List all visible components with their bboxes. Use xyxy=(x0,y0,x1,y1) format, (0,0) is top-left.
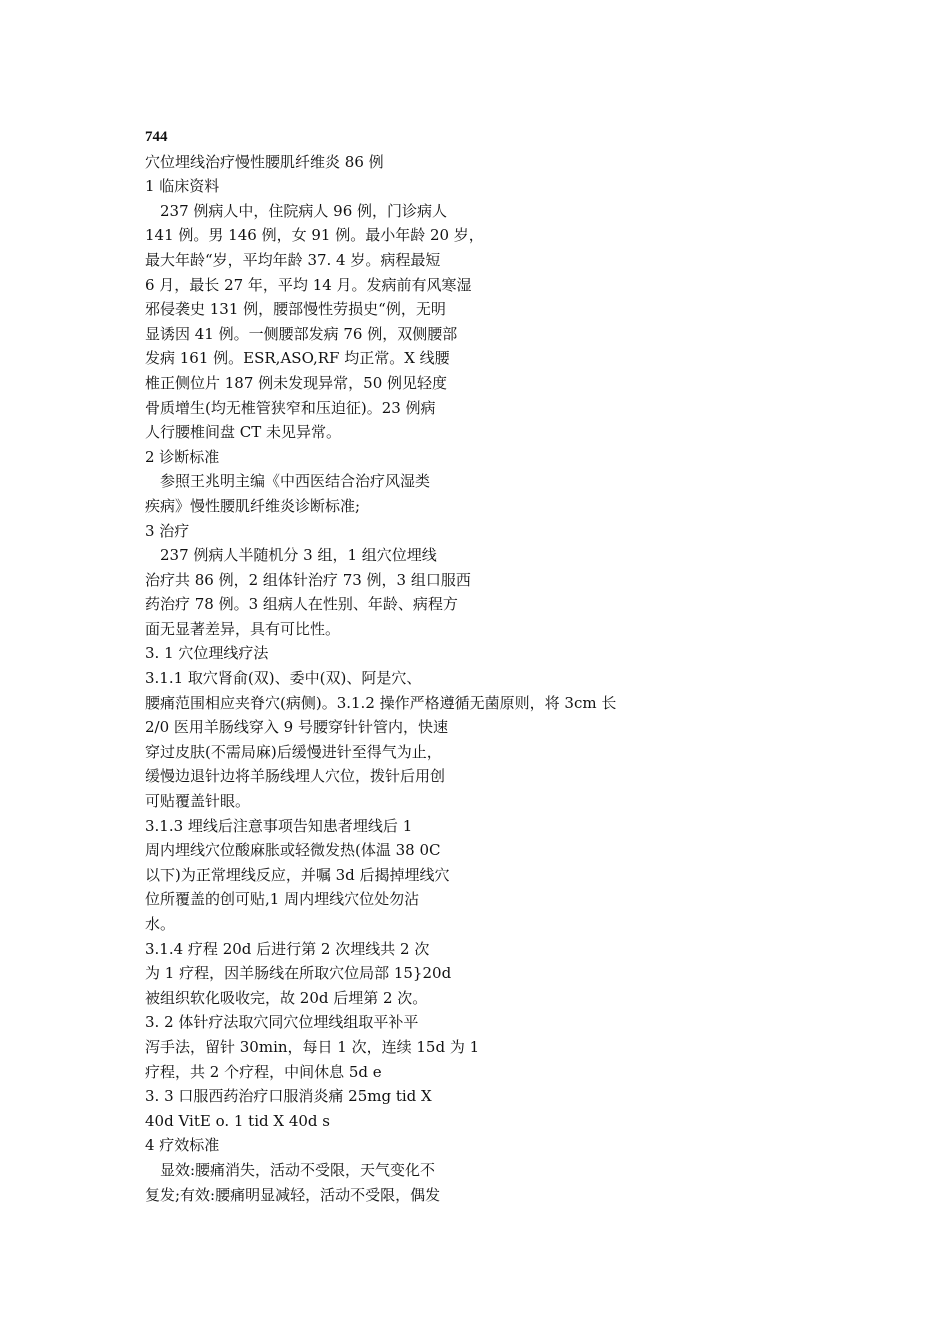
text-line: 骨质增生(均无椎管狭窄和压迫征)。23 例病 xyxy=(145,398,436,417)
text-line: 腰痛范围相应夹脊穴(病侧)。3.1.2 操作严格遵循无菌原则，将 3cm 长 xyxy=(145,693,617,712)
text-line: 显诱因 41 例。一侧腰部发病 76 例，双侧腰部 xyxy=(145,324,458,343)
text-line: 疾病》慢性腰肌纤维炎诊断标准; xyxy=(145,496,361,515)
text-line: 椎正侧位片 187 例未发现异常，50 例见轻度 xyxy=(145,373,448,392)
document-body xyxy=(145,125,905,1207)
text-line: 6 月，最长 27 年，平均 14 月。发病前有风寒湿 xyxy=(145,275,472,294)
text-line: 缓慢边退针边将羊肠线埋人穴位，拨针后用创 xyxy=(145,767,446,786)
text-line: 3.1.3 埋线后注意事项告知患者埋线后 1 xyxy=(145,816,413,835)
text-line: 3. 3 口服西药治疗口服消炎痛 25mg tid X xyxy=(145,1087,432,1106)
text-line: 3. 2 体针疗法取穴同穴位埋线组取平补平 xyxy=(145,1013,419,1032)
text-line: 40d VitE o. 1 tid X 40d s xyxy=(145,1111,330,1130)
text-line: 位所覆盖的创可贴,1 周内埋线穴位处勿沾 xyxy=(145,890,420,909)
text-line: 治疗共 86 例，2 组体针治疗 73 例，3 组口服西 xyxy=(145,570,471,589)
text-line: 显效:腰痛消失，活动不受限，天气变化不 xyxy=(160,1160,436,1179)
text-line: 面无显著差异，具有可比性。 xyxy=(145,619,341,638)
text-line: 2 诊断标准 xyxy=(145,447,220,466)
text-line: 穴位埋线治疗慢性腰肌纤维炎 86 例 xyxy=(145,152,384,171)
text-line: 141 例。男 146 例，女 91 例。最小年龄 20 岁， xyxy=(145,226,484,245)
text-line: 可贴覆盖针眼。 xyxy=(145,792,251,811)
text-line: 1 临床资料 xyxy=(145,177,220,196)
text-line: 人行腰椎间盘 CT 未见异常。 xyxy=(145,423,342,442)
text-line: 疗程，共 2 个疗程，中间休息 5d e xyxy=(145,1062,382,1081)
page-number: 744 xyxy=(145,129,168,145)
text-line: 3 治疗 xyxy=(145,521,190,540)
text-line: 发病 161 例。ESR,ASO,RF 均正常。X 线腰 xyxy=(145,349,450,368)
text-line: 237 例病人半随机分 3 组，1 组穴位埋线 xyxy=(160,546,437,565)
text-line: 泻手法，留针 30min，每日 1 次，连续 15d 为 1 xyxy=(145,1037,480,1056)
text-line: 3. 1 穴位理线疗法 xyxy=(145,644,269,663)
text-line: 2/0 医用羊肠线穿入 9 号腰穿针针管内，快速 xyxy=(145,718,448,737)
text-line: 4 疗效标准 xyxy=(145,1136,220,1155)
text-line: 穿过皮肤(不需局麻)后缓慢进针至得气为止， xyxy=(145,742,442,761)
text-line: 最大年龄“岁，平均年龄 37. 4 岁。病程最短 xyxy=(145,250,441,269)
text-line: 237 例病人中，住院病人 96 例，门诊病人 xyxy=(160,201,448,220)
text-line: 参照王兆明主编《中西医结合治疗风湿类 xyxy=(160,472,431,491)
text-line: 被组织软化吸收完，故 20d 后埋第 2 次。 xyxy=(145,988,428,1007)
text-line: 3.1.4 疗程 20d 后进行第 2 次埋线共 2 次 xyxy=(145,939,430,958)
text-line: 水。 xyxy=(145,915,176,933)
text-line: 药治疗 78 例。3 组病人在性别、年龄、病程方 xyxy=(145,595,458,614)
text-line: 周内埋线穴位酸麻胀或轻微发热(体温 38 0C xyxy=(145,841,441,860)
text-line: 邪侵袭史 131 例，腰部慢性劳损史“例，无明 xyxy=(145,300,446,319)
text-line: 以下)为正常埋线反应，并嘱 3d 后揭掉埋线穴 xyxy=(145,865,450,884)
text-line: 为 1 疗程，因羊肠线在所取穴位局部 15}20d xyxy=(145,964,452,983)
text-line: 3.1.1 取穴肾俞(双)、委中(双)、阿是穴、 xyxy=(145,669,422,688)
text-line: 复发;有效:腰痛明显减轻，活动不受限，偶发 xyxy=(145,1185,441,1204)
